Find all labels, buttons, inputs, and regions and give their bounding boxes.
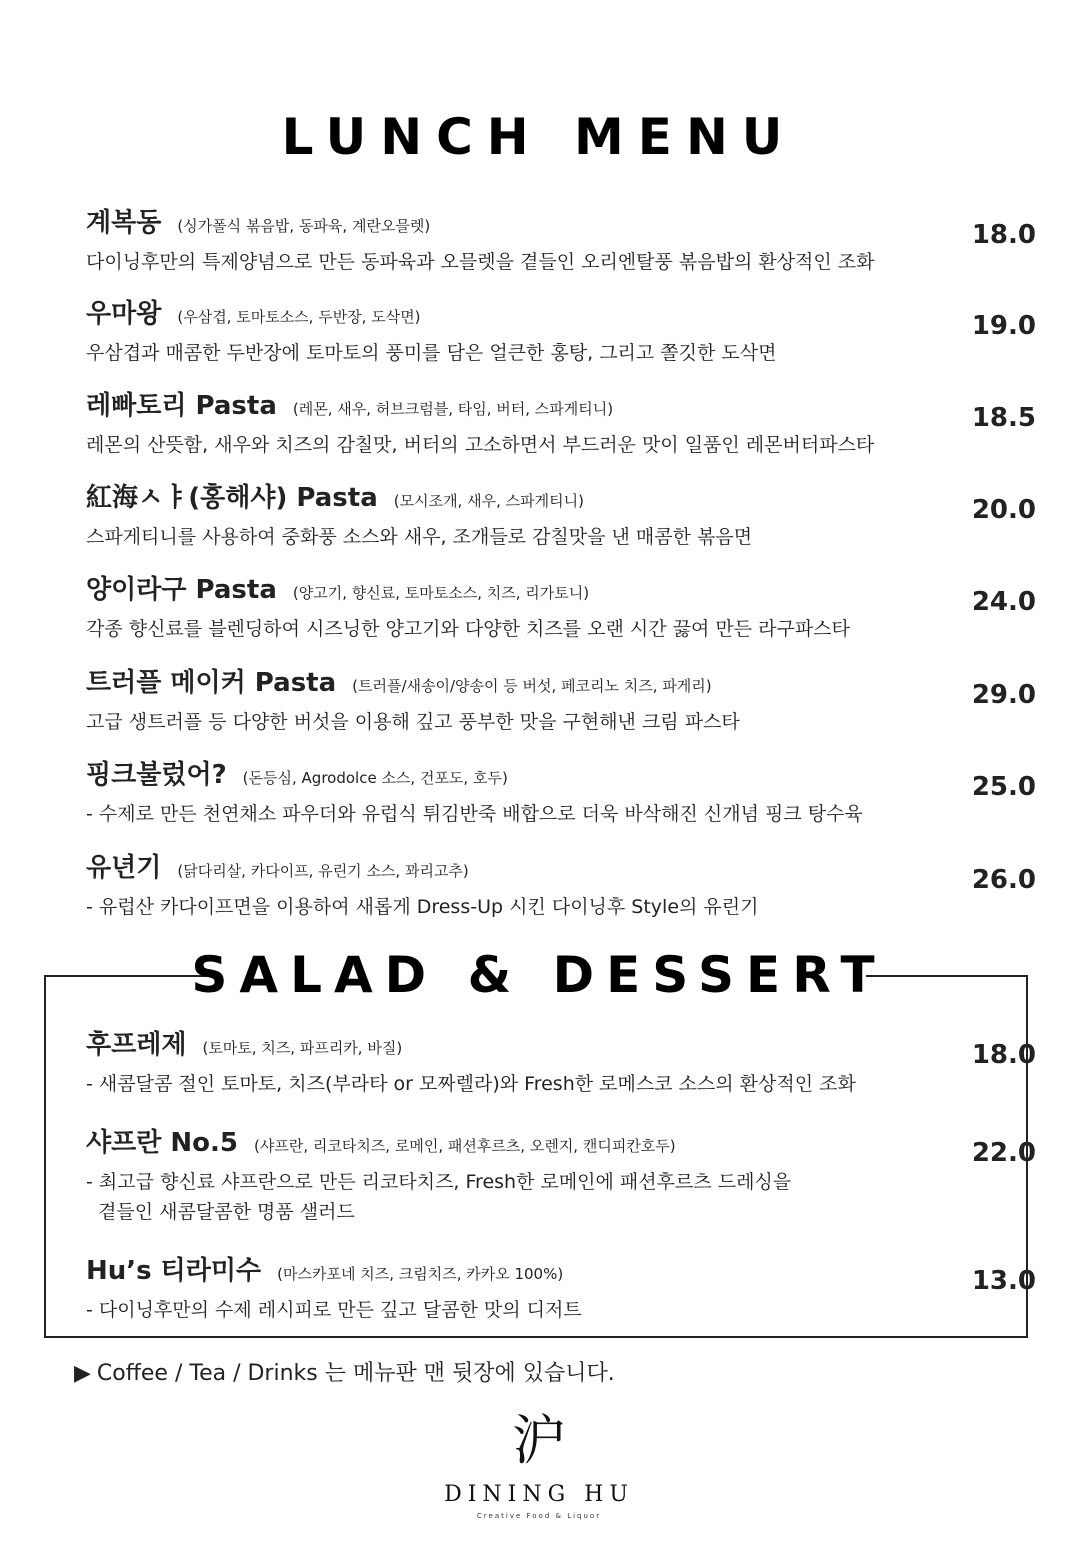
item-price: 26.0 [971,865,1036,895]
item-name: 후프레제 [86,1030,187,1060]
menu-item [86,1024,1036,1099]
item-ingredients: (돈등심, Agrodolce 소스, 건포도, 호두) [242,769,508,787]
item-name: 양이라구 Pasta [86,575,277,605]
item-description: - 새콤달콤 절인 토마토, 치즈(부라타 or 모짜렐라)와 Fresh한 로메스코 소스의 환상적인 조화 [86,1073,856,1095]
item-name: 샤프란 No.5 [86,1128,238,1158]
item-description: 우삼겹과 매콤한 두반장에 토마토의 풍미를 담은 얼큰한 홍탕, 그리고 쫄깃한 도삭면 [86,342,777,364]
item-description-line2: 곁들인 새콤달콤한 명품 샐러드 [86,1201,355,1223]
item-ingredients: (양고기, 향신료, 토마토소스, 치즈, 리가토니) [292,584,590,602]
menu-item [86,662,1036,737]
item-ingredients: (마스카포네 치즈, 크림치즈, 카카오 100%) [277,1265,564,1283]
item-description: - 다이닝후만의 수제 레시피로 만든 깊고 달콤한 맛의 디저트 [86,1299,582,1321]
item-name: 트러플 메이커 Pasta [86,668,337,698]
item-price: 19.0 [971,311,1036,341]
item-description: 다이닝후만의 특제양념으로 만든 동파육과 오믈렛을 곁들인 오리엔탈풍 볶음밥의 환상적인 조화 [86,251,875,273]
item-price: 18.5 [971,403,1036,433]
salad-dessert-title: SALAD & DESSERT [191,946,887,1004]
menu-item [86,202,1036,277]
menu-item [86,477,1036,552]
item-ingredients: (레몬, 새우, 허브크럼블, 타임, 버터, 스파게티니) [292,400,614,418]
item-name: 핑크불렀어? [86,760,227,790]
item-price: 25.0 [971,772,1036,802]
item-description: 스파게티니를 사용하여 중화풍 소스와 새우, 조개들로 감칠맛을 낸 매콤한 볶음면 [86,526,753,548]
lunch-menu-title: LUNCH MENU [281,108,797,166]
item-name: 레빠토리 Pasta [86,391,277,421]
item-ingredients: (모시조개, 새우, 스파게티니) [393,492,584,510]
item-price: 22.0 [971,1138,1036,1168]
item-price: 18.0 [971,220,1036,250]
item-ingredients: (싱가폴식 볶음밥, 동파육, 계란오믈렛) [177,217,431,235]
item-name: 유년기 [86,853,162,883]
drinks-note-text: Coffee / Tea / Drinks 는 메뉴판 맨 뒷장에 있습니다. [96,1361,615,1386]
logo-tagline: Creative Food & Liquor [476,1512,602,1520]
item-ingredients: (트러플/새송이/양송이 등 버섯, 페코리노 치즈, 파게리) [352,677,712,695]
arrow-right-icon: ▶ [74,1361,91,1386]
item-name: 紅海ㅅㅑ(홍해샤) Pasta [86,483,378,513]
item-description: - 수제로 만든 천연채소 파우더와 유럽식 튀김반죽 배합으로 더욱 바삭해진 신개념 핑크 탕수육 [86,803,863,825]
item-description: 레몬의 산뜻함, 새우와 치즈의 감칠맛, 버터의 고소하면서 부드러운 맛이 일품인 레몬버터파스타 [86,434,875,456]
item-description: 고급 생트러플 등 다양한 버섯을 이용해 깊고 풍부한 맛을 구현해낸 크림 파스타 [86,711,740,733]
item-name: 우마왕 [86,299,162,329]
menu-item [86,569,1036,644]
logo-glyph: 沪 [512,1409,566,1472]
menu-item [86,754,1036,829]
logo-name: DINING HU [444,1482,634,1507]
item-price: 24.0 [971,587,1036,617]
menu-item [86,847,1036,922]
drinks-note [74,1356,615,1387]
item-description: - 유럽산 카다이프면을 이용하여 새롭게 Dress-Up 시킨 다이닝후 Style의 유린기 [86,896,759,918]
item-price: 13.0 [971,1266,1036,1296]
item-ingredients: (우삼겹, 토마토소스, 두반장, 도삭면) [177,308,421,326]
item-ingredients: (토마토, 치즈, 파프리카, 바질) [202,1039,403,1057]
item-description: 각종 향신료를 블렌딩하여 시즈닝한 양고기와 다양한 치즈를 오랜 시간 끓여 만든 라구파스타 [86,618,850,640]
item-name: 계복동 [86,208,162,238]
item-name: Hu’s 티라미수 [86,1256,262,1286]
menu-item [86,1250,1036,1325]
item-price: 18.0 [971,1040,1036,1070]
menu-item [86,1122,1036,1227]
menu-item [86,293,1036,368]
item-description: - 최고급 향신료 샤프란으로 만든 리코타치즈, Fresh한 로메인에 패션후르츠 드레싱을 [86,1171,792,1193]
menu-item [86,385,1036,460]
item-price: 29.0 [971,680,1036,710]
item-ingredients: (닭다리살, 카다이프, 유린기 소스, 꽈리고추) [177,862,469,880]
item-ingredients: (샤프란, 리코타치즈, 로메인, 패션후르츠, 오렌지, 캔디피칸호두) [254,1137,676,1155]
item-price: 20.0 [971,495,1036,525]
